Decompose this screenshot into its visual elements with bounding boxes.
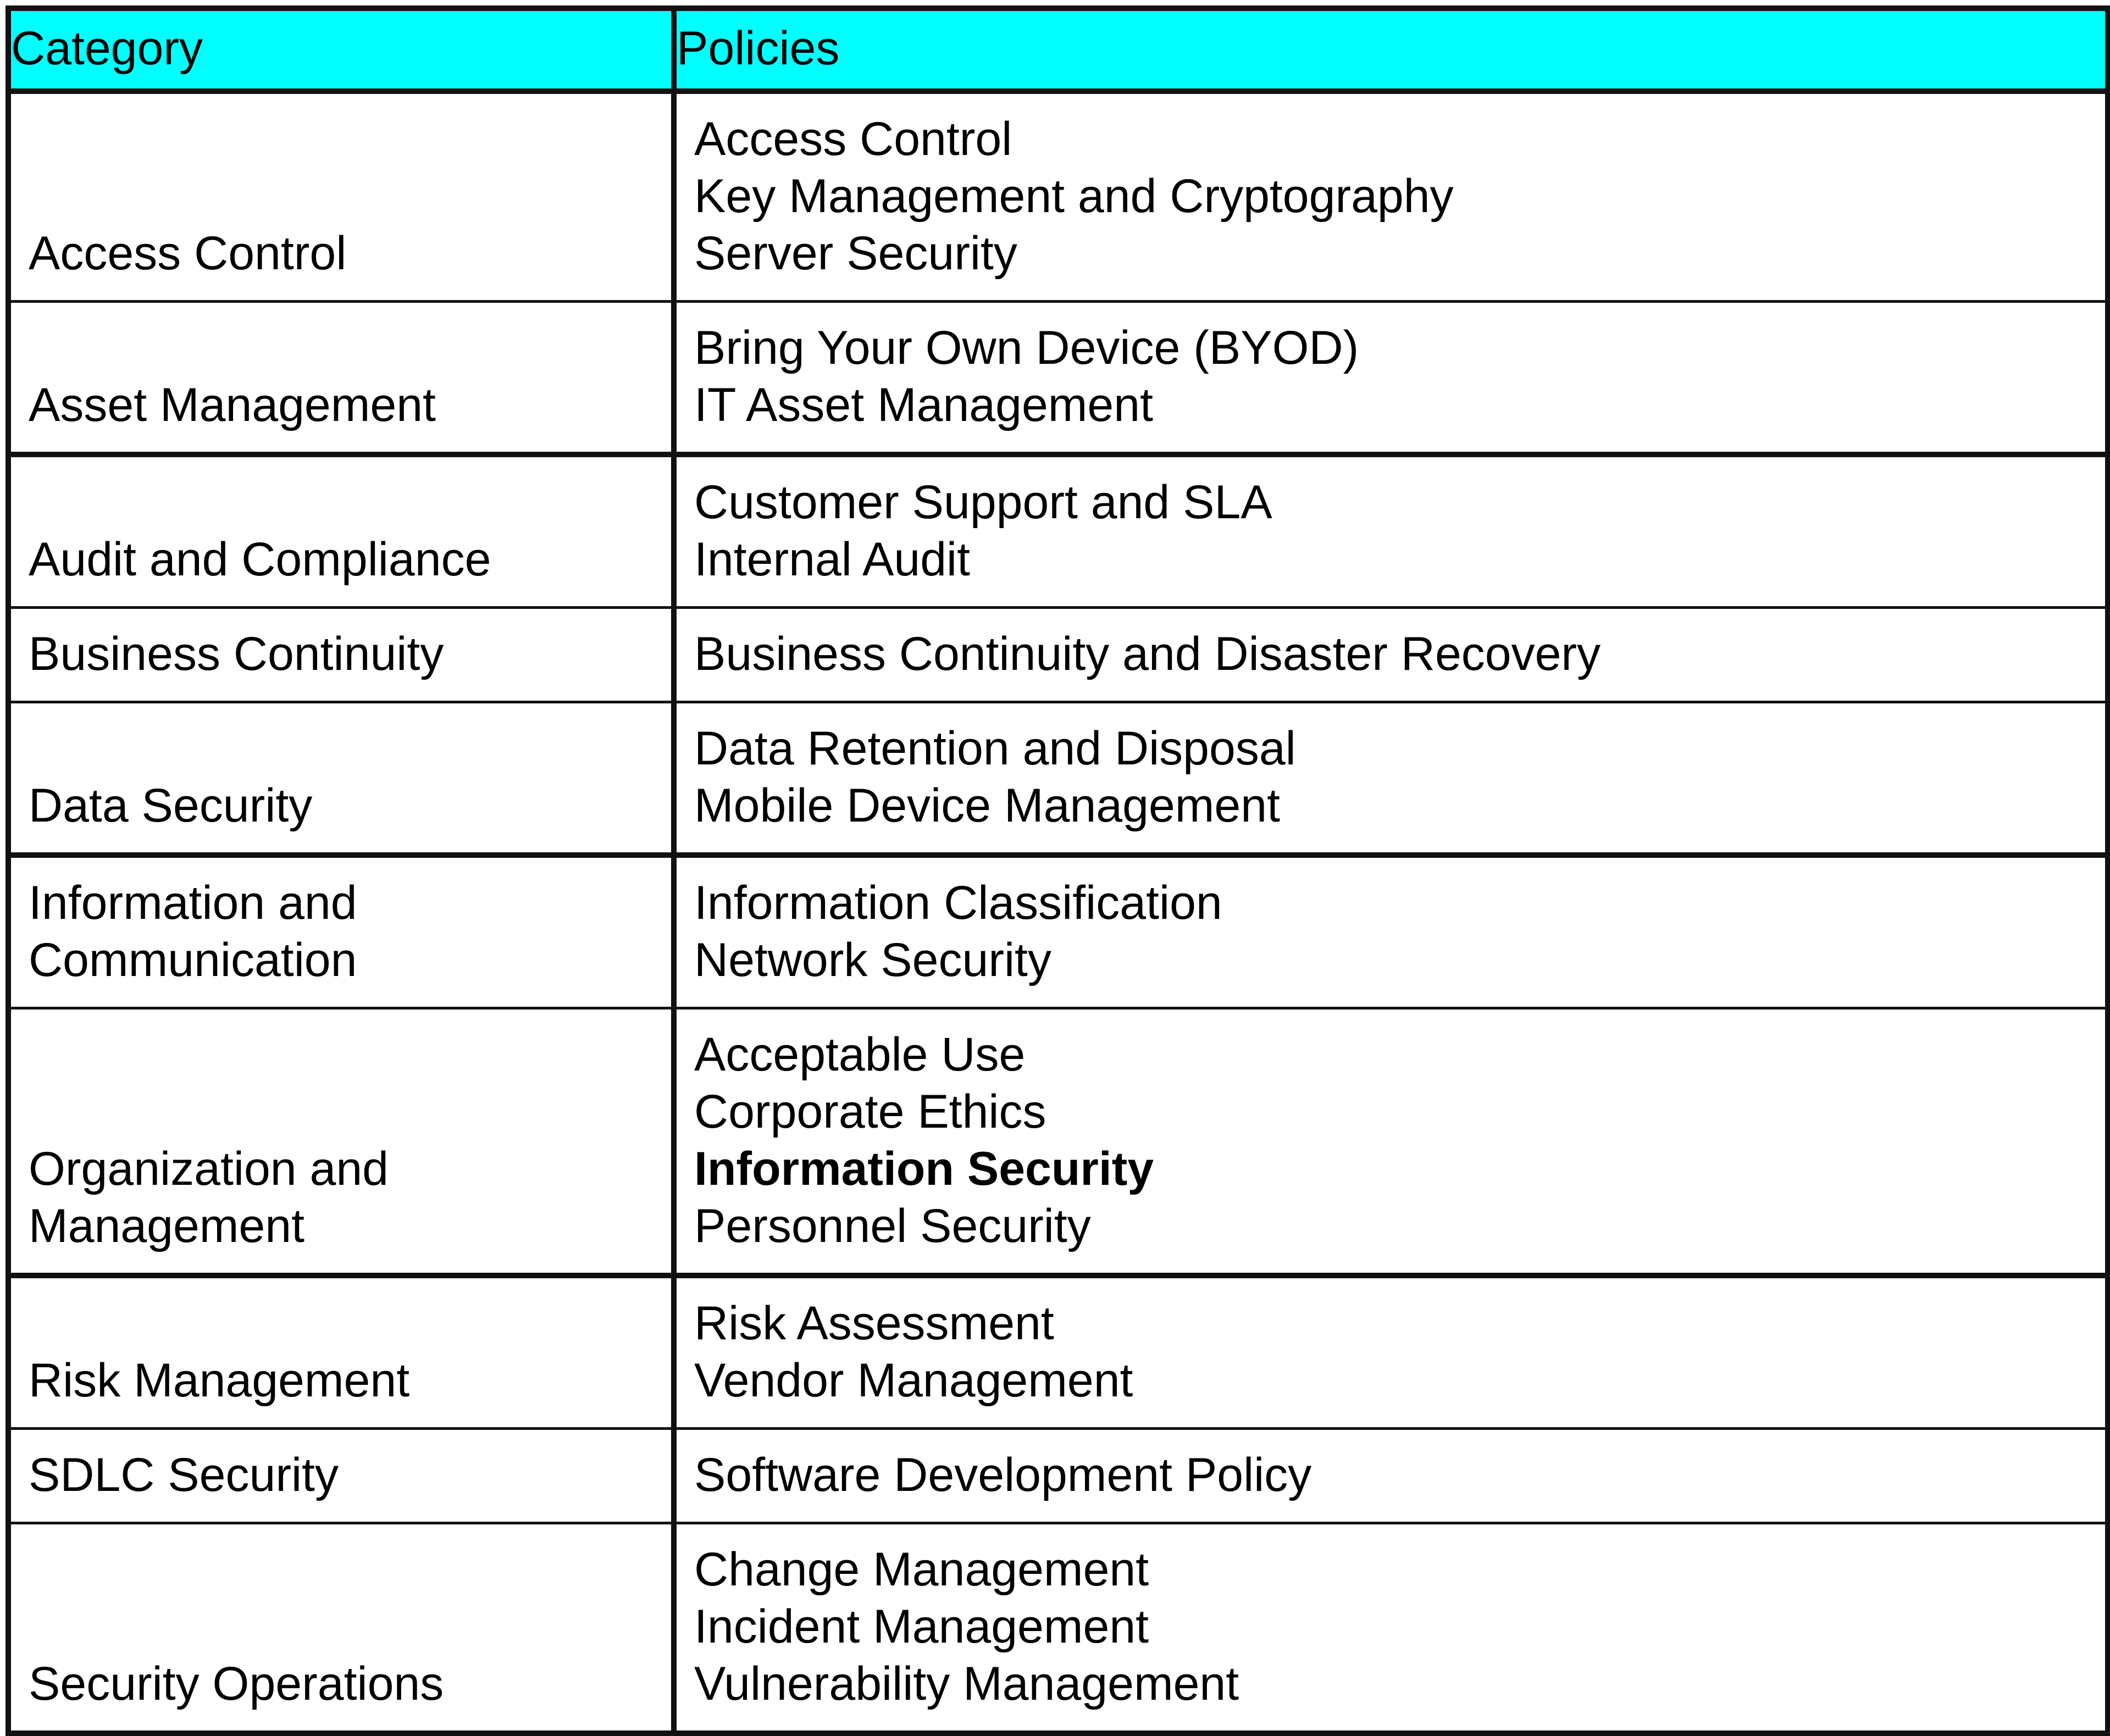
category-cell [8,702,674,856]
policy-item: Personnel Security [694,1200,1091,1252]
policies-cell [674,608,2108,702]
table-row [8,608,2108,702]
table-body [8,91,2108,1733]
policy-item: Risk Assessment [694,1297,1054,1350]
table-row [8,302,2108,455]
category-cell [8,608,674,702]
table-row [8,1429,2108,1523]
policy-item: Internal Audit [694,533,971,586]
policy-item: Software Development Policy [694,1449,1312,1501]
category-label: Information and Communication [29,877,357,986]
policy-item-emphasized: Information Security [694,1142,1154,1195]
table-row [8,1008,2108,1276]
category-label: Organization and Management [29,1142,389,1252]
policies-cell [674,1275,2108,1429]
category-cell [8,1523,674,1734]
column-header-policies: Policies [674,8,2108,91]
policy-item: Vulnerability Management [694,1657,1239,1710]
policy-item: Corporate Ethics [694,1085,1046,1138]
table-header [8,8,2108,91]
policy-item: Access Control [694,113,1012,165]
table-row [8,1275,2108,1429]
policy-item: Network Security [694,934,1051,986]
category-cell [8,302,674,455]
policy-item: Server Security [694,227,1017,280]
policies-cell [674,1523,2108,1734]
policy-table [5,5,2110,1736]
category-label: Risk Management [29,1354,410,1407]
policy-item: Vendor Management [694,1354,1133,1407]
header-row [8,8,2108,91]
policy-item: Change Management [694,1543,1149,1596]
table-row [8,91,2108,302]
policies-cell [674,702,2108,856]
policy-item: Incident Management [694,1600,1149,1653]
policy-item: Key Management and Cryptography [694,170,1454,223]
table-row [8,702,2108,856]
category-cell [8,1429,674,1523]
category-cell [8,1008,674,1276]
policy-item: Acceptable Use [694,1028,1026,1081]
column-header-category: Category [8,8,674,91]
category-label: Business Continuity [29,628,444,680]
policy-item: Mobile Device Management [694,779,1280,832]
policies-cell [674,91,2108,302]
policy-item: IT Asset Management [694,379,1153,431]
table-row [8,855,2108,1008]
policy-item: Bring Your Own Device (BYOD) [694,321,1359,374]
category-label: Data Security [29,779,313,832]
category-cell [8,91,674,302]
table-row [8,454,2108,608]
category-label: Asset Management [29,379,436,431]
category-label: Access Control [29,227,347,280]
category-label: SDLC Security [29,1449,339,1501]
category-label: Audit and Compliance [29,533,491,586]
policy-item: Information Classification [694,877,1222,929]
policy-item: Customer Support and SLA [694,476,1272,529]
category-label: Security Operations [29,1657,444,1710]
policies-cell [674,302,2108,455]
category-cell [8,1275,674,1429]
policy-item: Business Continuity and Disaster Recovery [694,628,1601,680]
table-row [8,1523,2108,1734]
category-cell [8,855,674,1008]
policy-item: Data Retention and Disposal [694,722,1296,775]
category-cell [8,454,674,608]
policies-cell [674,855,2108,1008]
policies-cell [674,454,2108,608]
policies-cell [674,1008,2108,1276]
policies-cell [674,1429,2108,1523]
